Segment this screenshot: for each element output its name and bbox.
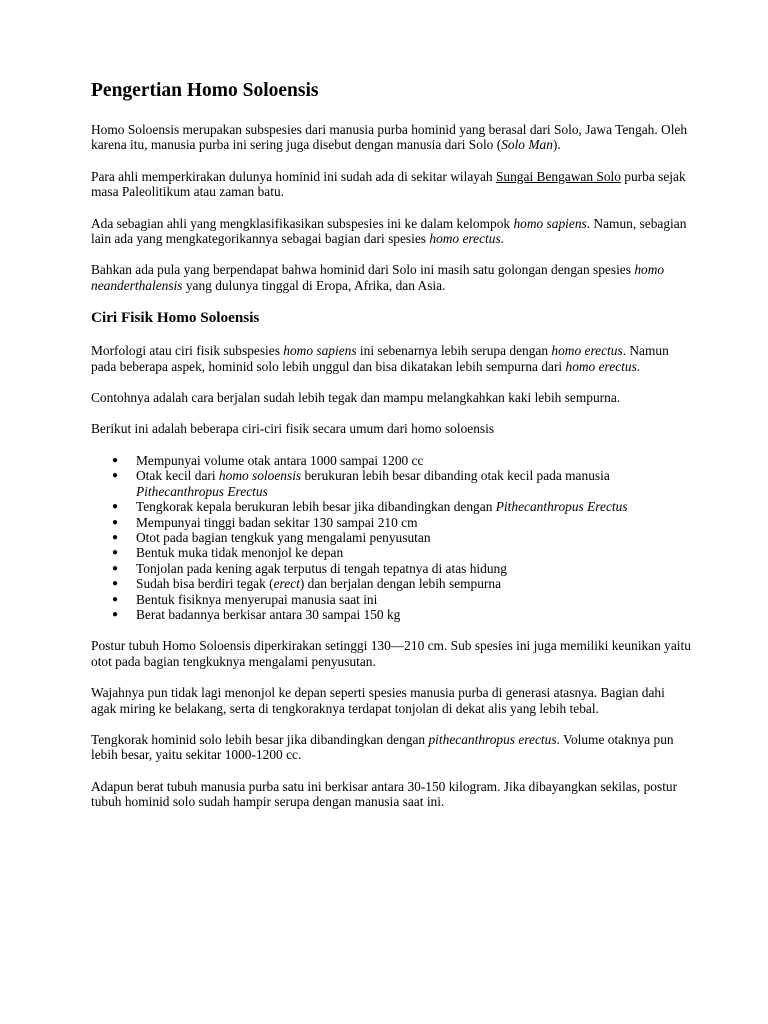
paragraph-weight: Adapun berat tubuh manusia purba satu ini berkisar antara 30-150 kilogram. Jika dibayangkan sekilas, postur tubuh hominid solo sudah hampir serupa dengan manusia saat ini. (91, 778, 678, 810)
paragraph-classification: Ada sebagian ahli yang mengklasifikasikan subspesies ini ke dalam kelompok homo sapiens. Namun, sebagian lain ada yang mengkategorikannya sebagai bagian dari spesies homo erectus. (91, 215, 687, 247)
link-sungai-bengawan-solo[interactable]: Sungai Bengawan Solo (495, 168, 621, 184)
list-item: ● Otot pada bagian tengkuk yang mengalami penyusutan (112, 529, 431, 545)
paragraph-location: Para ahli memperkirakan dulunya hominid ini sudah ada di sekitar wilayah Sungai Bengawan Solo purba sejak masa Paleolitikum atau zaman batu. (91, 168, 686, 200)
list-item: ● Bentuk fisiknya menyerupai manusia saat ini (112, 591, 378, 607)
bullet-icon: ● (112, 593, 119, 605)
paragraph-posture: Postur tubuh Homo Soloensis diperkirakan setinggi 130—210 cm. Sub spesies ini juga memiliki keunikan yaitu otot pada bagian tengkuknya mengalami penyusutan. (91, 638, 691, 669)
list-item: ● Sudah bisa berdiri tegak (erect) dan berjalan dengan lebih sempurna (112, 576, 502, 592)
page-title: Pengertian Homo Soloensis (91, 80, 319, 101)
list-item: ● Tengkorak kepala berukuran lebih besar jika dibandingkan dengan Pithecanthropus Erectus (112, 499, 628, 515)
bullet-icon: ● (112, 470, 119, 482)
bullet-icon: ● (112, 608, 119, 620)
list-item: ● Berat badannya berkisar antara 30 sampai 150 kg (112, 606, 401, 622)
document-body (91, 80, 691, 826)
bullet-icon: ● (112, 454, 119, 466)
bullet-icon: ● (112, 562, 119, 574)
paragraph-skull: Tengkorak hominid solo lebih besar jika dibandingkan dengan pithecanthropus erectus. Volume otaknya pun lebih besar, yaitu sekitar 1000-1200 cc. (91, 731, 674, 763)
paragraph-intro: Homo Soloensis merupakan subspesies dari manusia purba hominid yang berasal dari Solo, Jawa Tengah. Oleh karena itu, manusia purba ini sering juga disebut dengan manusia dari Solo (Solo Man). (91, 122, 688, 153)
traits-list (91, 453, 691, 622)
list-item: ● Bentuk muka tidak menonjol ke depan (112, 545, 344, 561)
paragraph-list-intro: Berikut ini adalah beberapa ciri-ciri fisik secara umum dari homo soloensis (91, 421, 495, 437)
bullet-icon: ● (112, 547, 119, 559)
list-item: ● Mempunyai tinggi badan sekitar 130 sampai 210 cm (112, 514, 418, 530)
paragraph-face: Wajahnya pun tidak lagi menonjol ke depan seperti spesies manusia purba di generasi atasnya. Bagian dahi agak miring ke belakang, serta di tengkoraknya terdapat tonjolan di dekat alis yang lebih tebal. (91, 685, 665, 716)
list-item: ● Tonjolan pada kening agak terputus di tengah tepatnya di atas hidung (112, 560, 507, 576)
bullet-icon: ● (112, 531, 119, 543)
bullet-icon: ● (112, 578, 119, 590)
bullet-icon: ● (112, 516, 119, 528)
paragraph-morphology: Morfologi atau ciri fisik subspesies homo sapiens ini sebenarnya lebih serupa dengan homo erectus. Namun pada beberapa aspek, hominid solo lebih unggul dan bisa dikatakan lebih sempurna dari homo erectus. (91, 343, 669, 374)
bullet-icon: ● (112, 501, 119, 513)
list-item: ● Otak kecil dari homo soloensis berukuran lebih besar dibanding otak kecil pada manusia Pithecanthropus Erectus (112, 468, 610, 499)
section-heading: Ciri Fisik Homo Soloensis (91, 309, 260, 327)
paragraph-example: Contohnya adalah cara berjalan sudah lebih tegak dan mampu melangkahkan kaki lebih sempurna. (91, 390, 621, 406)
list-item: ● Mempunyai volume otak antara 1000 sampai 1200 cc (112, 452, 424, 468)
paragraph-neanderthal: Bahkan ada pula yang berpendapat bahwa hominid dari Solo ini masih satu golongan dengan spesies homo neanderthalensis yang dulunya tinggal di Eropa, Afrika, dan Asia. (91, 262, 665, 293)
